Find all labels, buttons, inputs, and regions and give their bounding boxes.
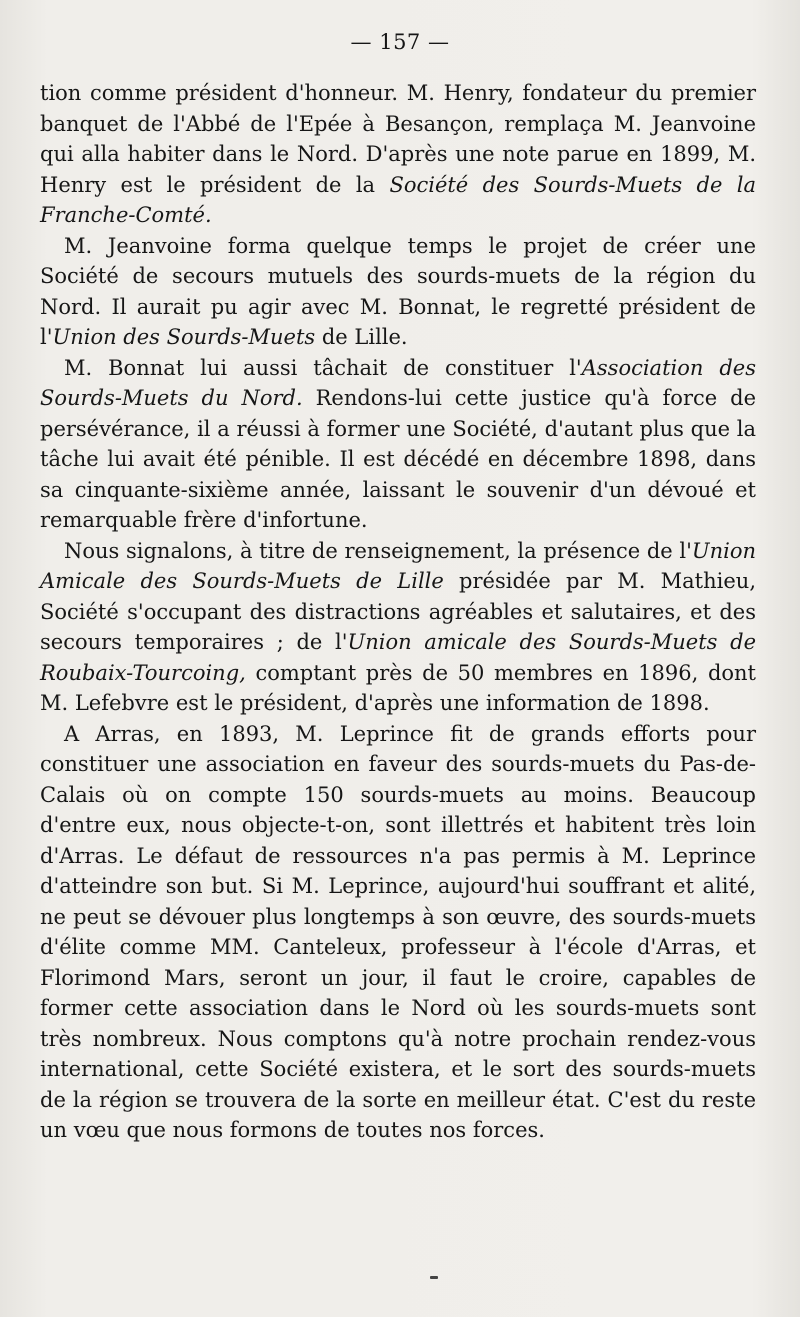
page-number: — 157 — [350,30,450,54]
paragraph-3 [40,353,756,536]
printer-mark [430,1276,438,1279]
body-text [40,78,756,1146]
paragraph-2 [40,231,756,353]
italic-title-segment: Association des Sourds-Muets du Nord. [40,355,756,410]
italic-title-segment: Union amicale des Sourds-Muets de Roubaix-Tourcoing, [40,630,756,685]
text-segment: Nous signalons, à titre de renseignement, la présence de l' [64,538,692,563]
text-segment: comptant près de 50 membres en 1896, dont M. Lefebvre est le président, d'après une information de 1898. [40,660,756,715]
paragraph-4 [40,536,756,719]
text-segment: Rendons-lui cette justice qu'à force de persévérance, il a réussi à former une Société, d'autant plus que la tâche lui avait été pénible. Il est décédé en décembre 1898, dans sa cinquante-sixième année, laissant le souvenir d'un dévoué et remarquable frère d'infortune. [40,386,756,532]
italic-title-segment: Union des Sourds-Muets [52,325,316,349]
text-segment: tion comme président d'honneur. M. Henry, fondateur du premier banquet de l'Abbé de l'Epée à Besançon, remplaça M. Jeanvoine qui alla habiter dans le Nord. D'après une note parue en 1899, M. Henry est le président de la [40,81,756,197]
italic-title-segment: Union Amicale des Sourds-Muets de Lille [40,538,756,593]
text-segment: de Lille. [315,325,408,349]
paragraph-1 [40,78,756,231]
text-segment: A Arras, en 1893, M. Leprince fit de grands efforts pour constituer une association en faveur des sourds-muets du Pas-de-Calais où on compte 150 sourds-muets au moins. Beaucoup d'entre eux, nous objecte-t-on, sont illettrés et habitent très loin d'Arras. Le défaut de ressources n'a pas permis à M. Leprince d'atteindre son but. Si M. Leprince, aujourd'hui souffrant et alité, ne peut se dévouer plus longtemps à son œuvre, des sourds-muets d'élite comme MM. Canteleux, professeur à l'école d'Arras, et Florimond Mars, seront un jour, il faut le croire, capables de former cette association dans le Nord où les sourds-muets sont très nombreux. Nous comptons qu'à notre prochain rendez-vous international, cette Société existera, et le sort des sourds-muets de la région se trouvera de la sorte en meilleur état. C'est du reste un vœu que nous formons de toutes nos forces. [40,721,756,1142]
text-segment: M. Bonnat lui aussi tâchait de constituer l' [64,355,582,380]
paragraph-5 [40,719,756,1146]
text-segment: présidée par M. Mathieu, Société s'occupant des distractions agréables et salutaires, et des secours temporaires ; de l' [40,569,756,654]
text-segment: M. Jeanvoine forma quelque temps le projet de créer une Société de secours mutuels des sourds-muets de la région du Nord. Il aurait pu agir avec M. Bonnat, le regretté président de l' [40,233,756,349]
italic-title-segment: Société des Sourds-Muets de la Franche-Comté. [40,172,756,227]
